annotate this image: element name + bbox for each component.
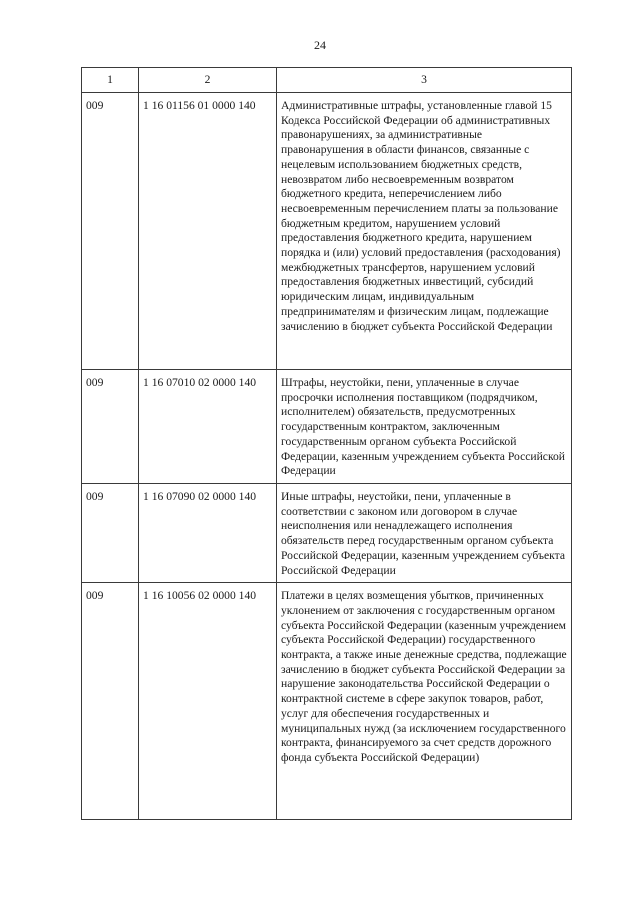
column-header: 3 bbox=[277, 68, 572, 93]
table-header-row bbox=[82, 68, 572, 93]
revenue-codes-table bbox=[81, 67, 572, 820]
revenue-code-cell: 1 16 10056 02 0000 140 bbox=[139, 583, 277, 820]
admin-code-cell: 009 bbox=[82, 583, 139, 820]
admin-code-cell: 009 bbox=[82, 370, 139, 484]
table-row bbox=[82, 583, 572, 820]
revenue-code-cell: 1 16 01156 01 0000 140 bbox=[139, 93, 277, 370]
description-cell: Платежи в целях возмещения убытков, причиненных уклонением от заключения с государственным органом субъекта Российской Федерации (казенным учреждением субъекта Российской Федерации) государственного контракта, а также иные денежные средства, подлежащие зачислению в бюджет субъекта Российской Федерации за нарушение законодательства Российской Федерации о контрактной системе в сфере закупок товаров, работ, услуг для обеспечения государственных и муниципальных нужд (за исключением государственного контракта, финансируемого за счет средств дорожного фонда субъекта Российской Федерации) bbox=[277, 583, 572, 820]
table-row bbox=[82, 93, 572, 370]
column-header: 2 bbox=[139, 68, 277, 93]
admin-code-cell: 009 bbox=[82, 484, 139, 583]
description-cell: Иные штрафы, неустойки, пени, уплаченные в соответствии с законом или договором в случае неисполнения или ненадлежащего исполнения обязательств перед государственным органом субъекта Российской Федерации, казенным учреждением субъекта Российской Федерации bbox=[277, 484, 572, 583]
description-cell: Штрафы, неустойки, пени, уплаченные в случае просрочки исполнения поставщиком (подрядчиком, исполнителем) обязательств, предусмотренных государственным контрактом, заключенным государственным органом субъекта Российской Федерации, казенным учреждением субъекта Российской Федерации bbox=[277, 370, 572, 484]
revenue-code-cell: 1 16 07010 02 0000 140 bbox=[139, 370, 277, 484]
description-cell: Административные штрафы, установленные главой 15 Кодекса Российской Федерации об административных правонарушениях, за административные правонарушения в области финансов, связанные с нецелевым использованием бюджетных средств, невозвратом либо несвоевременным возвратом бюджетного кредита, неперечислением либо несвоевременным перечислением платы за пользование бюджетным кредитом, нарушением условий предоставления бюджетного кредита, нарушением порядка и (или) условий предоставления (расходования) межбюджетных трансфертов, нарушением условий предоставления бюджетных инвестиций, субсидий юридическим лицам, индивидуальным предпринимателям и физическим лицам, подлежащие зачислению в бюджет субъекта Российской Федерации bbox=[277, 93, 572, 370]
table-row bbox=[82, 370, 572, 484]
page-number: 24 bbox=[314, 38, 326, 52]
column-header: 1 bbox=[82, 68, 139, 93]
admin-code-cell: 009 bbox=[82, 93, 139, 370]
table-row bbox=[82, 484, 572, 583]
revenue-code-cell: 1 16 07090 02 0000 140 bbox=[139, 484, 277, 583]
